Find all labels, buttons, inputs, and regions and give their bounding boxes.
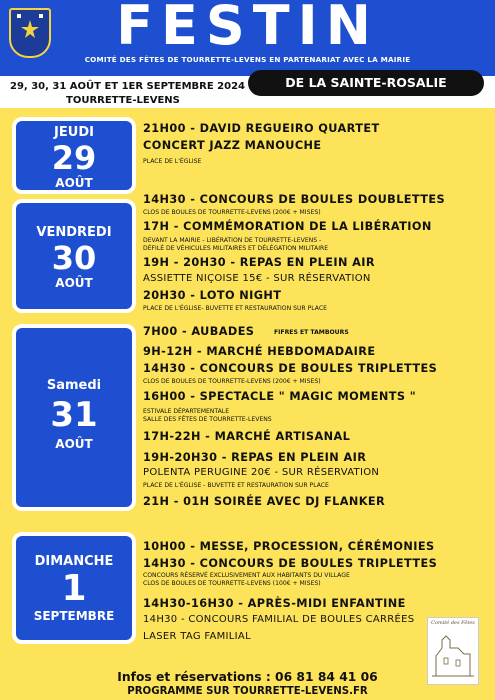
contact-line: Infos et réservations : 06 81 84 41 06	[117, 670, 378, 684]
program-line: DEVANT LA MAIRIE - LIBÉRATION DE TOURRETTE-LEVENS -	[143, 237, 322, 244]
program-line: DÉFILÉ DE VÉHICULES MILITAIRES ET DÉLÉGATION MILITAIRE	[143, 245, 329, 252]
program-line: 19H - 20H30 - REPAS EN PLEIN AIR	[143, 256, 375, 269]
program-line: 14H30-16H30 - APRÈS-MIDI ENFANTINE	[143, 597, 406, 610]
program-line: 14H30 - CONCOURS DE BOULES TRIPLETTES	[143, 362, 438, 375]
day-number: 30	[51, 239, 97, 277]
day-month: AOÛT	[55, 276, 93, 290]
program-line: 20H30 - LOTO NIGHT	[143, 289, 282, 302]
program-line: POLENTA PERUGINE 20€ - SUR RÉSERVATION	[143, 467, 380, 478]
day-name: VENDREDI	[36, 225, 112, 240]
day-month: AOÛT	[55, 176, 93, 190]
program-line: CLOS DE BOULES DE TOURRETTE-LEVENS (200€ + MISES)	[143, 378, 321, 385]
day-name: Samedi	[46, 378, 102, 393]
event-town: TOURRETTE-LEVENS	[66, 95, 180, 106]
organizer-line: COMITÉ DES FÊTES DE TOURRETTE-LEVENS EN PARTENARIAT AVEC LA MAIRIE	[84, 55, 411, 64]
program-line: 17H-22H - MARCHÉ ARTISANAL	[143, 430, 351, 443]
day-month: SEPTEMBRE	[33, 609, 115, 623]
program-line: 19H-20H30 - REPAS EN PLEIN AIR	[143, 451, 367, 464]
logo-text: Comité des Fêtes	[431, 620, 475, 626]
program-line: PLACE DE L'ÉGLISE - BUVETTE ET RESTAURATION SUR PLACE	[143, 482, 329, 489]
program-line: 14H30 - CONCOURS FAMILIAL DE BOULES CARRÉES	[143, 614, 415, 625]
program-line: 9H-12H - MARCHÉ HEBDOMADAIRE	[143, 345, 376, 358]
aubades-note: FIFRES ET TAMBOURS	[274, 329, 349, 336]
program-line: ESTIVALE DÉPARTEMENTALE	[143, 408, 230, 415]
day-name: JEUDI	[54, 125, 94, 140]
program-line: 16H00 - SPECTACLE " MAGIC MOMENTS "	[143, 390, 417, 403]
program-line: CONCOURS RÉSERVÉ EXCLUSIVEMENT AUX HABITANTS DU VILLAGE	[143, 572, 350, 579]
event-dates: 29, 30, 31 AOÛT ET 1ER SEPTEMBRE 2024	[10, 81, 245, 92]
program-line: CLOS DE BOULES DE TOURRETTE-LEVENS (200€ + MISES)	[143, 209, 321, 216]
program-line: CLOS DE BOULES DE TOURRETTE-LEVENS (100€ + MISES)	[143, 580, 321, 587]
program-line: 21H00 - DAVID REGUEIRO QUARTET	[143, 122, 380, 135]
program-line: PLACE DE L'ÉGLISE- BUVETTE ET RESTAURATION SUR PLACE	[143, 305, 327, 312]
day-month: AOÛT	[55, 437, 93, 451]
program-line: 14H30 - CONCOURS DE BOULES DOUBLETTES	[143, 193, 446, 206]
program-line: 17H - COMMÉMORATION DE LA LIBÉRATION	[143, 220, 432, 233]
committee-logo	[427, 617, 479, 685]
day-box-friday	[12, 199, 136, 313]
program-line: LASER TAG FAMILIAL	[143, 631, 251, 642]
program-line: PLACE DE L'ÉGLISE	[143, 158, 202, 165]
day-number: 29	[51, 139, 97, 177]
festival-name-badge: DE LA SAINTE-ROSALIE	[248, 70, 484, 96]
program-line: CONCERT JAZZ MANOUCHE	[143, 139, 322, 152]
day-number: 31	[50, 395, 98, 435]
page-title: FESTIN	[116, 0, 379, 57]
website-line: PROGRAMME SUR TOURRETTE-LEVENS.FR	[127, 686, 368, 697]
program-line: SALLE DES FÊTES DE TOURRETTE-LEVENS	[143, 416, 272, 423]
program-line: 10H00 - MESSE, PROCESSION, CÉRÉMONIES	[143, 540, 435, 553]
day-number: 1	[61, 568, 87, 609]
day-box-thursday	[12, 117, 136, 194]
day-box-saturday	[12, 324, 136, 511]
day-name: DIMANCHE	[34, 554, 114, 569]
program-line: 21H - 01H SOIRÉE AVEC DJ FLANKER	[143, 495, 386, 508]
program-line: ASSIETTE NIÇOISE 15€ - SUR RÉSERVATION	[143, 273, 371, 284]
program-line: 14H30 - CONCOURS DE BOULES TRIPLETTES	[143, 557, 438, 570]
day-box-sunday	[12, 532, 136, 644]
program-line: 7H00 - AUBADES	[143, 325, 255, 338]
